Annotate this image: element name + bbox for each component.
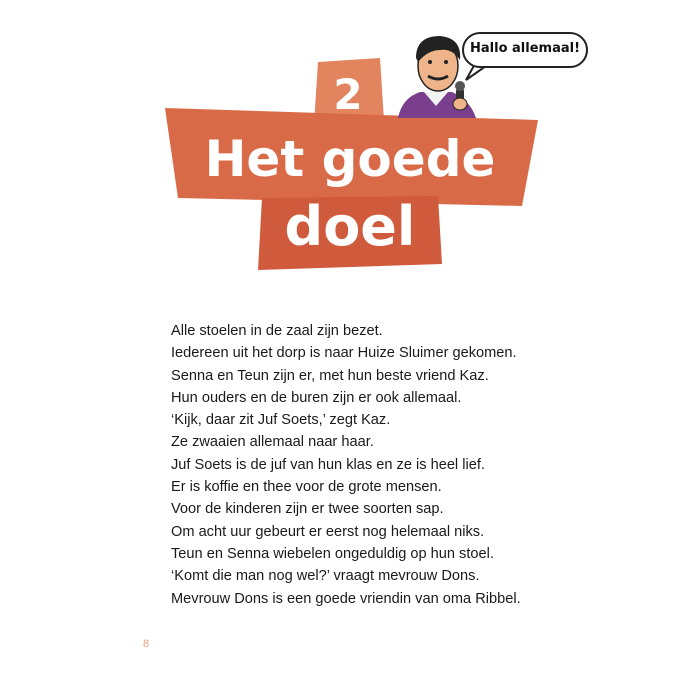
story-line: Iedereen uit het dorp is naar Huize Sluimer gekomen.	[171, 345, 517, 362]
story-line: Er is koffie en thee voor de grote mensen.	[171, 479, 442, 496]
story-text	[171, 320, 591, 610]
story-line: Senna en Teun zijn er, met hun beste vriend Kaz.	[171, 367, 489, 384]
story-line: Juf Soets is de juf van hun klas en ze is heel lief.	[171, 456, 485, 473]
story-line: ‘Kijk, daar zit Juf Soets,’ zegt Kaz.	[171, 412, 391, 429]
speech-bubble	[462, 32, 588, 68]
story-line: Hun ouders en de buren zijn er ook allemaal.	[171, 389, 462, 406]
story-line: Ze zwaaien allemaal naar haar.	[171, 434, 374, 451]
story-line: Teun en Senna wiebelen ongeduldig op hun stoel.	[171, 545, 494, 562]
story-line: Voor de kinderen zijn er twee soorten sap.	[171, 501, 444, 518]
chapter-number: 2	[333, 70, 363, 119]
chapter-title-line-2: doel	[284, 195, 416, 258]
story-line: Alle stoelen in de zaal zijn bezet.	[171, 323, 383, 339]
story-line: Om acht uur gebeurt er eerst nog helemaal niks.	[171, 523, 485, 540]
page-number: 8	[143, 638, 150, 650]
story-line: Mevrouw Dons is een goede vriendin van oma Ribbel.	[171, 590, 521, 607]
story-line: ‘Komt die man nog wel?’ vraagt mevrouw Dons.	[171, 568, 480, 585]
chapter-title-line-1: Het goede	[204, 130, 496, 188]
speech-bubble-text: Hallo allemaal!	[470, 41, 580, 56]
